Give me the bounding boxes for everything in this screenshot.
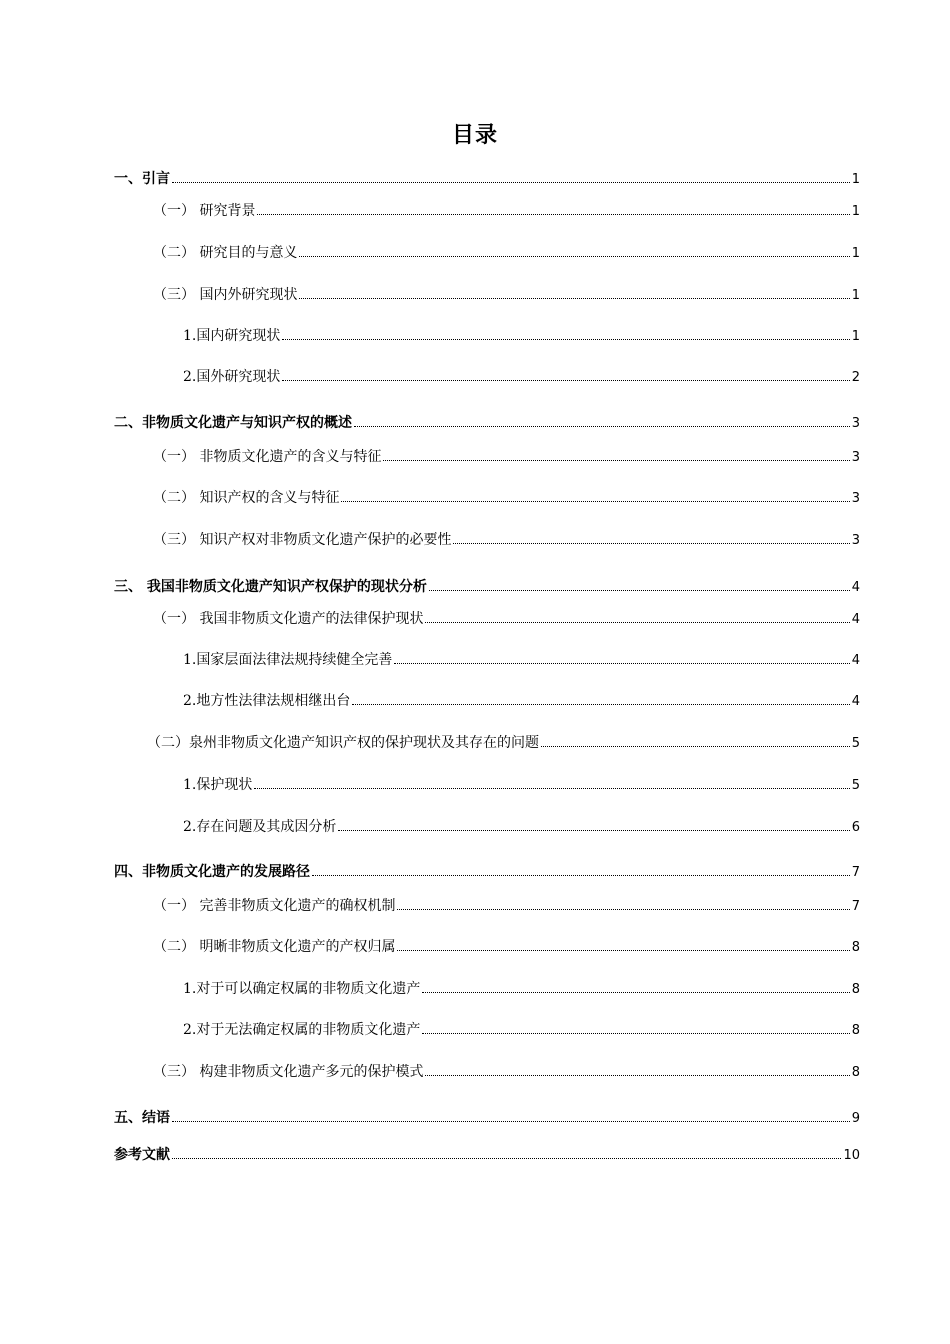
toc-page-number: 5 <box>851 736 860 751</box>
toc-entry-development-path[interactable] <box>114 863 860 882</box>
toc-leader-dots <box>172 1158 841 1159</box>
toc-page-number: 4 <box>851 694 860 709</box>
toc-page-number: 2 <box>851 370 860 385</box>
toc-entry-text: （一） 完善非物质文化遗产的确权机制 <box>153 898 396 914</box>
toc-entry-conclusion[interactable] <box>114 1109 860 1128</box>
toc-page-number: 4 <box>851 612 860 627</box>
toc-leader-dots <box>397 950 849 951</box>
toc-entry-text: 四、非物质文化遗产的发展路径 <box>114 864 310 880</box>
toc-entry-domestic-status[interactable] <box>183 327 860 346</box>
toc-page-number: 3 <box>851 416 860 431</box>
toc-entry-text: 2.对于无法确定权属的非物质文化遗产 <box>183 1022 421 1038</box>
toc-entry-protection-status[interactable] <box>183 776 860 795</box>
toc-page-number: 7 <box>851 899 860 914</box>
toc-leader-dots <box>422 992 849 993</box>
toc-page-number: 8 <box>851 1023 860 1038</box>
toc-page-number: 9 <box>851 1111 860 1126</box>
toc-page-number: 5 <box>851 778 860 793</box>
toc-entry-text: 1.国家层面法律法规持续健全完善 <box>183 652 393 668</box>
toc-page-number: 8 <box>851 940 860 955</box>
toc-leader-dots <box>352 704 849 705</box>
toc-entry-text: （一） 研究背景 <box>153 203 256 219</box>
toc-leader-dots <box>425 622 849 623</box>
toc-entry-protection-model[interactable] <box>153 1063 860 1082</box>
toc-entry-legal-protection[interactable] <box>153 610 860 629</box>
toc-leader-dots <box>312 875 850 876</box>
toc-entry-text: 三、 我国非物质文化遗产知识产权保护的现状分析 <box>114 579 427 595</box>
toc-page-number: 10 <box>843 1148 860 1163</box>
toc-leader-dots <box>397 909 849 910</box>
toc-entry-text: 1.国内研究现状 <box>183 328 281 344</box>
toc-leader-dots <box>425 1075 849 1076</box>
toc-leader-dots <box>172 182 850 183</box>
toc-leader-dots <box>282 339 849 340</box>
page-title: 目录 <box>451 123 498 148</box>
toc-leader-dots <box>257 214 849 215</box>
toc-entry-text: 2.地方性法律法规相继出台 <box>183 693 351 709</box>
toc-entry-foreign-status[interactable] <box>183 368 860 387</box>
toc-entry-overview[interactable] <box>114 414 860 433</box>
toc-entry-text: （三） 知识产权对非物质文化遗产保护的必要性 <box>153 532 452 548</box>
toc-entry-undeterminable-ownership[interactable] <box>183 1021 860 1040</box>
toc-entry-text: （二） 研究目的与意义 <box>153 245 298 261</box>
toc-entry-determinable-ownership[interactable] <box>183 980 860 999</box>
toc-entry-text: （三） 国内外研究现状 <box>153 287 298 303</box>
toc-entry-text: 五、结语 <box>114 1110 170 1126</box>
toc-entry-national-law[interactable] <box>183 651 860 670</box>
toc-leader-dots <box>383 460 849 461</box>
toc-leader-dots <box>172 1121 850 1122</box>
toc-entry-research-purpose[interactable] <box>153 244 860 263</box>
toc-entry-text: （二）泉州非物质文化遗产知识产权的保护现状及其存在的问题 <box>147 735 539 751</box>
toc-page-number: 4 <box>851 653 860 668</box>
toc-page-number: 8 <box>851 982 860 997</box>
toc-entry-text: （一） 我国非物质文化遗产的法律保护现状 <box>153 611 424 627</box>
toc-entry-text: （二） 明晰非物质文化遗产的产权归属 <box>153 939 396 955</box>
toc-leader-dots <box>341 501 849 502</box>
toc-entry-references[interactable] <box>114 1146 860 1165</box>
toc-entry-ip-meaning[interactable] <box>153 489 860 508</box>
toc-leader-dots <box>541 746 850 747</box>
toc-entry-research-background[interactable] <box>153 202 860 221</box>
toc-entry-rights-confirmation[interactable] <box>153 897 860 916</box>
toc-page-number: 8 <box>851 1065 860 1080</box>
toc-entry-status-analysis[interactable] <box>114 578 860 597</box>
toc-page-number: 3 <box>851 491 860 506</box>
toc-page-number: 3 <box>851 533 860 548</box>
toc-leader-dots <box>422 1033 849 1034</box>
toc-page-number: 1 <box>851 288 860 303</box>
toc-leader-dots <box>338 830 849 831</box>
toc-entry-ip-necessity[interactable] <box>153 531 860 550</box>
toc-entry-text: 二、非物质文化遗产与知识产权的概述 <box>114 415 352 431</box>
toc-leader-dots <box>354 426 850 427</box>
toc-entry-text: 1.保护现状 <box>183 777 253 793</box>
toc-entry-local-law[interactable] <box>183 692 860 711</box>
toc-entry-problems-causes[interactable] <box>183 818 860 837</box>
toc-page-number: 1 <box>851 329 860 344</box>
toc-leader-dots <box>429 590 850 591</box>
toc-entry-text: 参考文献 <box>114 1147 170 1163</box>
toc-page-number: 1 <box>851 172 860 187</box>
toc-entry-introduction[interactable] <box>114 170 860 189</box>
toc-leader-dots <box>299 298 849 299</box>
toc-entry-text: （三） 构建非物质文化遗产多元的保护模式 <box>153 1064 424 1080</box>
toc-leader-dots <box>299 256 849 257</box>
toc-leader-dots <box>254 788 849 789</box>
toc-entry-text: （二） 知识产权的含义与特征 <box>153 490 340 506</box>
toc-entry-text: 2.国外研究现状 <box>183 369 281 385</box>
toc-page-number: 6 <box>851 820 860 835</box>
toc-entry-ownership[interactable] <box>153 938 860 957</box>
toc-entry-text: 2.存在问题及其成因分析 <box>183 819 337 835</box>
toc-leader-dots <box>453 543 849 544</box>
toc-entry-quanzhou-status[interactable] <box>147 734 860 753</box>
toc-entry-text: （一） 非物质文化遗产的含义与特征 <box>153 449 382 465</box>
toc-entry-heritage-meaning[interactable] <box>153 448 860 467</box>
toc-entry-text: 一、引言 <box>114 171 170 187</box>
toc-leader-dots <box>282 380 849 381</box>
toc-page-number: 1 <box>851 246 860 261</box>
toc-page-number: 3 <box>851 450 860 465</box>
toc-entry-text: 1.对于可以确定权属的非物质文化遗产 <box>183 981 421 997</box>
toc-leader-dots <box>394 663 849 664</box>
toc-page-number: 7 <box>851 865 860 880</box>
toc-page-number: 4 <box>851 580 860 595</box>
toc-entry-research-status[interactable] <box>153 286 860 305</box>
toc-page-number: 1 <box>851 204 860 219</box>
